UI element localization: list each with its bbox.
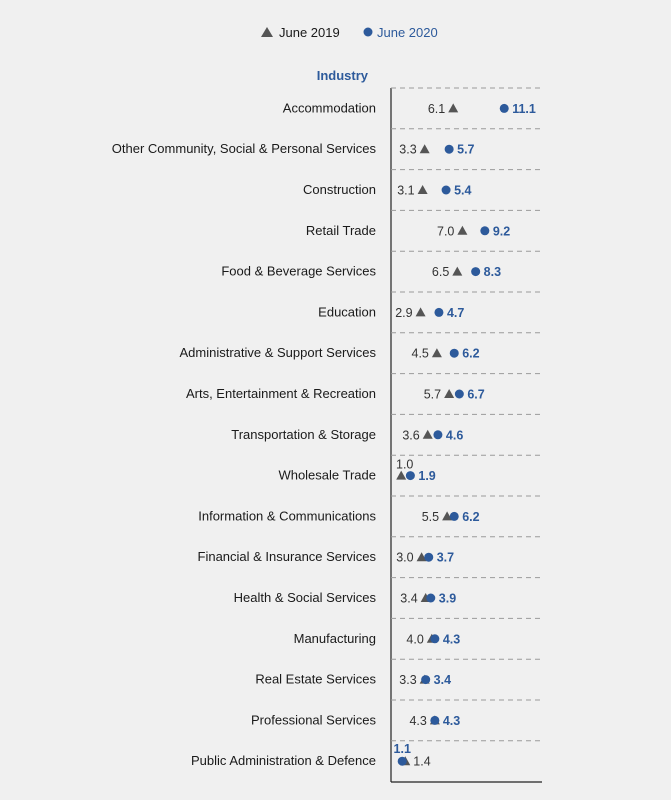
point-june-2020 xyxy=(434,308,443,317)
point-june-2020 xyxy=(500,104,509,113)
value-label-june-2020: 4.3 xyxy=(442,713,461,728)
point-june-2019 xyxy=(420,144,430,153)
value-label-june-2019: 5.7 xyxy=(423,387,442,402)
value-label-june-2020: 3.9 xyxy=(438,591,457,606)
value-label-june-2019: 7.0 xyxy=(437,224,455,239)
point-june-2020 xyxy=(424,553,433,562)
value-label-june-2019: 6.5 xyxy=(431,265,450,280)
value-label-june-2020: 6.7 xyxy=(467,387,485,402)
value-label-june-2020: 4.7 xyxy=(446,305,465,320)
value-label-june-2019: 3.3 xyxy=(399,673,417,688)
category-label: Wholesale Trade xyxy=(278,467,376,483)
value-label-june-2020: 3.7 xyxy=(436,550,455,565)
value-label-june-2019: 4.5 xyxy=(411,346,429,361)
category-label: Food & Beverage Services xyxy=(221,263,376,279)
legend xyxy=(261,25,438,40)
category-label: Transportation & Storage xyxy=(231,426,376,442)
point-june-2020 xyxy=(430,634,439,643)
value-label-june-2019: 4.3 xyxy=(409,713,427,728)
value-label-june-2019: 1.0 xyxy=(396,457,414,472)
category-label: Professional Services xyxy=(251,712,376,728)
point-june-2020 xyxy=(406,471,415,480)
category-label: Administrative & Support Services xyxy=(179,345,376,361)
point-june-2020 xyxy=(471,267,480,276)
value-label-june-2019: 5.5 xyxy=(421,509,440,524)
value-label-june-2019: 4.0 xyxy=(406,632,424,647)
category-label: Manufacturing xyxy=(293,630,376,646)
value-label-june-2019: 3.1 xyxy=(397,183,415,198)
category-label: Public Administration & Defence xyxy=(191,753,376,769)
point-june-2020 xyxy=(450,349,459,358)
point-june-2019 xyxy=(444,389,454,398)
legend-marker-june-2020 xyxy=(364,28,373,37)
value-label-june-2020: 4.3 xyxy=(442,632,461,647)
value-label-june-2019: 6.1 xyxy=(427,101,446,116)
value-label-june-2020: 9.2 xyxy=(492,224,511,239)
point-june-2020 xyxy=(455,390,464,399)
category-label: Information & Communications xyxy=(198,508,376,524)
point-june-2020 xyxy=(480,226,489,235)
category-label: Other Community, Social & Personal Services xyxy=(111,141,376,157)
value-label-june-2020: 1.9 xyxy=(418,469,436,484)
value-label-june-2020: 6.2 xyxy=(462,509,480,524)
point-june-2020 xyxy=(398,757,407,766)
value-label-june-2020: 3.4 xyxy=(433,673,452,688)
point-june-2019 xyxy=(452,267,462,276)
point-june-2019 xyxy=(396,471,406,480)
point-june-2019 xyxy=(432,348,442,357)
point-june-2019 xyxy=(416,307,426,316)
value-label-june-2019: 3.6 xyxy=(402,428,420,443)
point-june-2019 xyxy=(423,430,433,439)
point-june-2020 xyxy=(426,594,435,603)
point-june-2020 xyxy=(442,186,451,195)
category-label: Accommodation xyxy=(282,100,376,116)
legend-marker-june-2019 xyxy=(261,27,273,37)
value-label-june-2020: 1.1 xyxy=(393,742,411,757)
value-label-june-2020: 5.7 xyxy=(457,142,475,157)
value-label-june-2020: 4.6 xyxy=(445,428,464,443)
legend-label-june-2020: June 2020 xyxy=(377,25,438,40)
point-june-2020 xyxy=(421,675,430,684)
legend-label-june-2019: June 2019 xyxy=(279,25,340,40)
category-label: Real Estate Services xyxy=(255,671,376,687)
category-label: Arts, Entertainment & Recreation xyxy=(185,386,376,401)
value-label-june-2019: 3.0 xyxy=(396,550,414,565)
point-june-2020 xyxy=(433,430,442,439)
category-label: Construction xyxy=(303,182,376,197)
value-label-june-2020: 5.4 xyxy=(454,183,472,198)
value-label-june-2020: 6.2 xyxy=(462,346,480,361)
point-june-2019 xyxy=(418,185,428,194)
value-label-june-2019: 3.4 xyxy=(400,591,418,606)
category-header: Industry xyxy=(316,68,368,83)
chart-rows xyxy=(112,88,542,769)
point-june-2020 xyxy=(430,716,439,725)
category-label: Health & Social Services xyxy=(233,590,376,605)
value-label-june-2019: 2.9 xyxy=(395,305,413,320)
point-june-2020 xyxy=(450,512,459,521)
point-june-2020 xyxy=(445,145,454,154)
category-label: Financial & Insurance Services xyxy=(197,549,376,565)
point-june-2019 xyxy=(448,103,458,112)
point-june-2019 xyxy=(457,226,467,235)
category-label: Retail Trade xyxy=(305,222,376,238)
value-label-june-2020: 11.1 xyxy=(512,101,536,116)
value-label-june-2019: 3.3 xyxy=(399,142,417,157)
value-label-june-2020: 8.3 xyxy=(483,265,502,280)
value-label-june-2019: 1.4 xyxy=(413,754,431,769)
category-label: Education xyxy=(318,304,376,320)
